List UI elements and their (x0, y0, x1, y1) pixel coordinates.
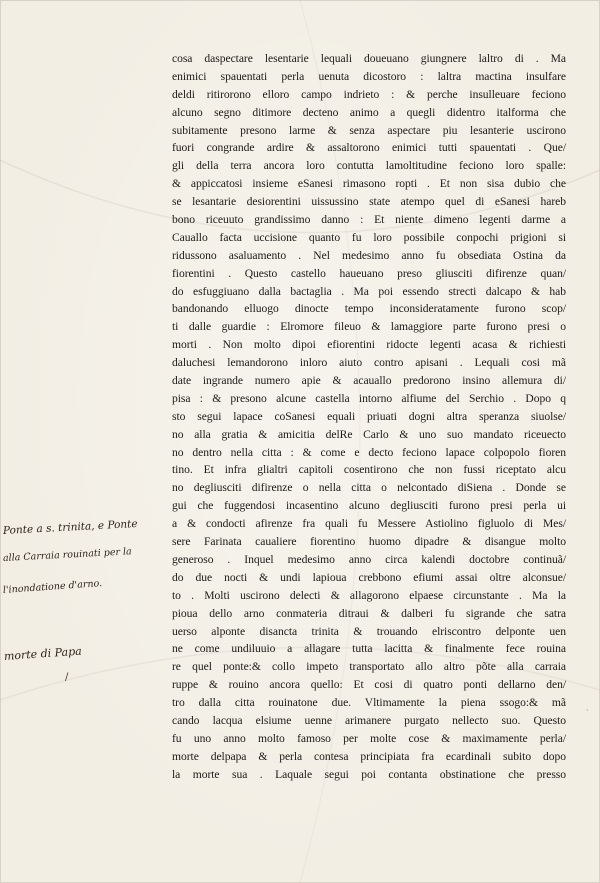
text-line: daluchesi lemandorono inloro aiuto contro apisani . Lequali cosi mã (172, 356, 566, 370)
text-line: morti . Non molto dipoi efiorentini ridocte legenti acasa & richiesti (172, 338, 566, 352)
text-line: fuori congrande ardire & assaltorono enimici tutti spauentati . Que/ (172, 141, 566, 155)
text-line: gui che fuggendosi incasentino alcuno degliusciti furono presi perla ui (172, 499, 566, 513)
text-line: fiorentini . Questo castello haueuano preso gliusciti difirenze quan/ (172, 266, 566, 280)
text-line: pioua dello arno conmateria ditraui & dalberi fu sigrande che satra (172, 606, 566, 620)
text-line: a & condocti afirenze fra quali fu Messere Astiolino figluolo di Mes/ (172, 517, 566, 531)
text-line: fu uno anno molto famoso per molte cose & maximamente perla/ (172, 731, 566, 745)
margin-note-carraia: alla Carraia rouinati per la (2, 546, 132, 564)
text-line: ruppe & rouino ancora quello: Et cosi di quatro ponti dellarno den/ (172, 678, 566, 692)
text-line: no alla gratia & amicitia delRe Carlo & uno suo mandato riceuecto (172, 427, 566, 441)
margin-note-inondatione: l'inondatione d'arno. (2, 578, 103, 596)
text-line: ne come undiluuio a allagare tutta lacitta & finalmente fece rouina (172, 642, 566, 656)
text-line: do due nocti & undi lapioua crebbono efiumi assai oltre alconsue/ (172, 570, 566, 584)
text-line: no dentro nella citta : & come e decto feciono lapace colpopolo fioren (172, 445, 566, 459)
text-line: sere Farinata caualiere fiorentino huomo dipadre & disangue molto (172, 535, 566, 549)
text-line: se lesantarie desiorentini uissussino state atempo quel di eSanesi hareb (172, 195, 566, 209)
text-line: cosa daspectare lesentarie lequali doueuano giungnere laltro di . Ma (172, 52, 566, 65)
text-line: pisa : & presono alcune castella intorno alfiume del Serchio . Dopo q (172, 391, 566, 405)
text-line: cando lacqua elsiume uenne arimanere purgato nellecto suo. Questo (172, 713, 566, 727)
text-line: enimici spauentati perla uenuta dicostoro : laltra mactina insulfare (172, 69, 566, 83)
text-line: subitamente presono larme & senza aspectare piu lesanterie uscirono (172, 123, 566, 137)
text-line: gli della terra ancora loro contutta lamoltitudine feciono loro spalle: (172, 159, 566, 173)
margin-note-morte-papa: morte di Papa (3, 644, 83, 663)
text-line: Cauallo facta uccisione quanto fu loro possibile conpochi prigioni si (172, 230, 566, 244)
text-line: deldi ritirorono elloro campo indrieto : & perche insulleuare feciono (172, 87, 566, 101)
text-line: tino. Et infra glialtri capitoli cosentirono che non fussi riceptato alcu (172, 463, 566, 477)
text-line: tro dalla citta rouinatone due. Vltimamente la piena ssogo:& mã (172, 696, 566, 710)
text-line: generoso . Inquel medesimo anno circa kalendi doctobre continuã/ (172, 552, 566, 566)
text-line: la morte sua . Laquale segui poi contanta obstinatione che presso (172, 767, 566, 781)
text-line: date ingrande numero apie & acauallo predorono insino allemura di/ (172, 374, 566, 388)
text-line: no degliusciti difirenze o nella citta o nelcontado diSiena . Donde se (172, 481, 566, 495)
text-line: do esfuggiuano dalla bactaglia . Ma poi essendo strecti dalcapo & hab (172, 284, 566, 298)
text-line: & appiccatosi insieme eSanesi rimasono ropti . Et non sisa dubio che (172, 177, 566, 191)
edge-mark: · (586, 706, 589, 715)
text-line: to . Molti uscirono delecti & allagorono elpaese circunstante . Ma la (172, 588, 566, 602)
text-line: sto segui lapace coSanesi equali priuati dogni altra speranza siuolse/ (172, 409, 566, 423)
margin-mark: / (65, 672, 69, 683)
text-line: ti dalle guardie : Elromore fileuo & lamaggiore parte furono presi o (172, 320, 566, 334)
text-line: morte delpapa & perla contesa principiata fra ecardinali subito dopo (172, 749, 566, 763)
text-line: ridussono asaluamento . Nel medesimo anno fu obsediata Ostina da (172, 248, 566, 262)
text-line: alcuno segno ditimore decteno animo a quegli didentro italforma che (172, 105, 566, 119)
text-line: uerso alponte disancta trinita & trouando elriscontro delponte uen (172, 624, 566, 638)
text-line: re quel ponte:& collo impeto transportato allo altro põte alla carraia (172, 660, 566, 674)
text-line: bono riceuuto grandissimo danno : Et niente dimeno legenti darme a (172, 213, 566, 227)
body-text (172, 50, 566, 784)
text-line: bandonando elluogo dinocte tempo inconsideratamente furono scop/ (172, 302, 566, 316)
margin-note-ponte: Ponte a s. trinita, e Ponte (2, 517, 138, 537)
